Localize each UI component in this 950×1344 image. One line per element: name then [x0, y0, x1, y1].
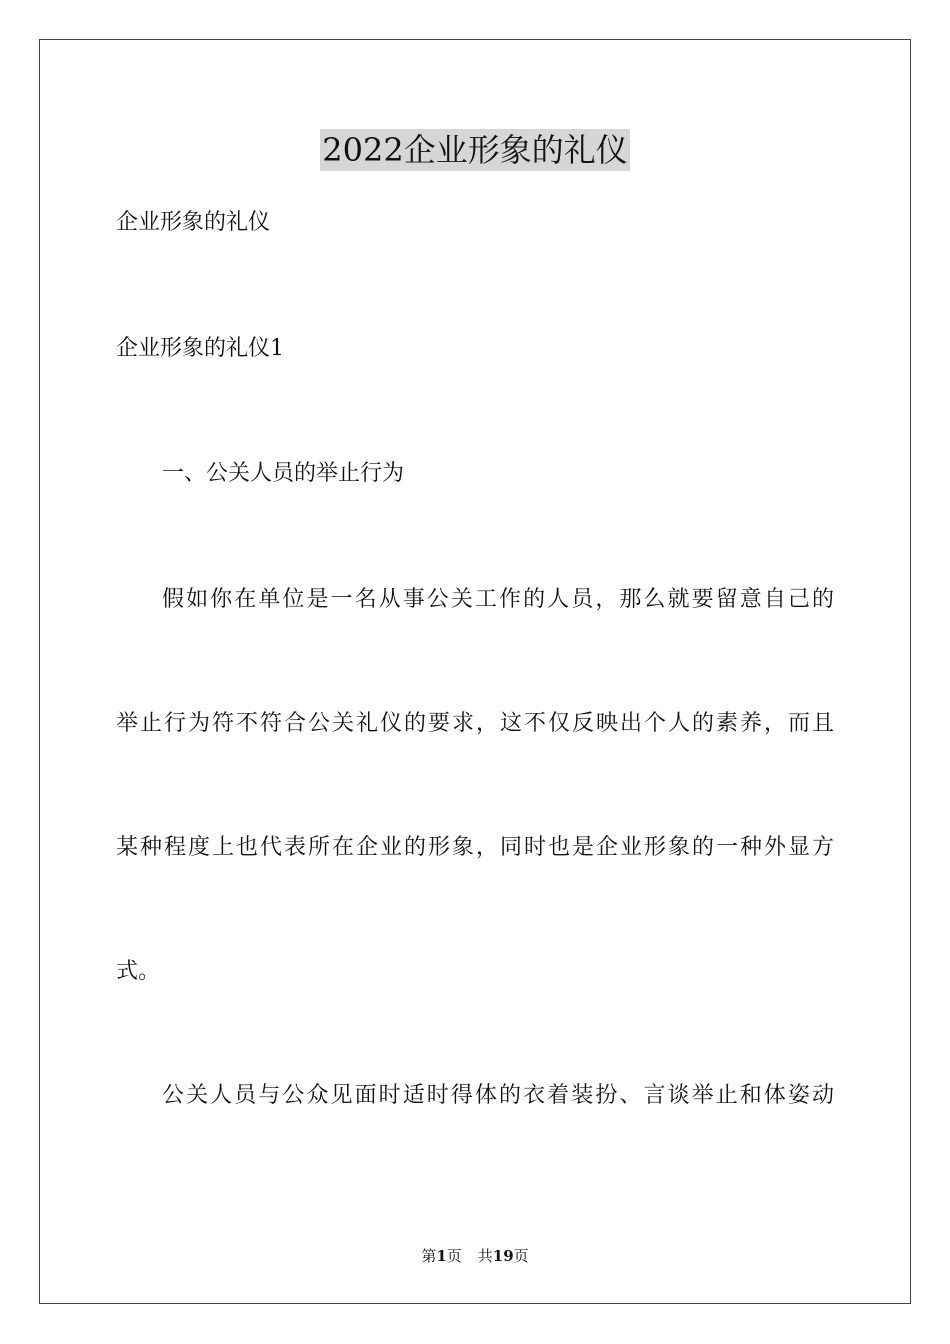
- document-title: [0, 122, 950, 178]
- total-prefix: 共: [477, 1247, 493, 1265]
- paragraph-line: 式。: [116, 959, 161, 984]
- subtitle-line: 企业形象的礼仪: [116, 210, 271, 235]
- total-pages: 19: [492, 1247, 514, 1265]
- paragraph-line: 假如你在单位是一名从事公关工作的人员，那么就要留意自己的: [162, 587, 834, 612]
- paragraph-line: 某种程度上也代表所在企业的形象，同时也是企业形象的一种外显方: [116, 835, 834, 860]
- section-heading: 企业形象的礼仪1: [116, 336, 284, 361]
- paragraph-line: 举止行为符不符合公关礼仪的要求，这不仅反映出个人的素养，而且: [116, 711, 834, 736]
- subsection-heading: 一、公关人员的举止行为: [162, 461, 405, 486]
- page-footer: [0, 1244, 950, 1268]
- page-number: 1: [436, 1247, 447, 1265]
- document-title-text: 2022企业形象的礼仪: [322, 131, 628, 169]
- page-suffix: 页: [446, 1247, 462, 1265]
- total-suffix: 页: [513, 1247, 529, 1265]
- paragraph-line: 公关人员与公众见面时适时得体的衣着装扮、言谈举止和体姿动: [162, 1083, 834, 1108]
- page-prefix: 第: [421, 1247, 437, 1265]
